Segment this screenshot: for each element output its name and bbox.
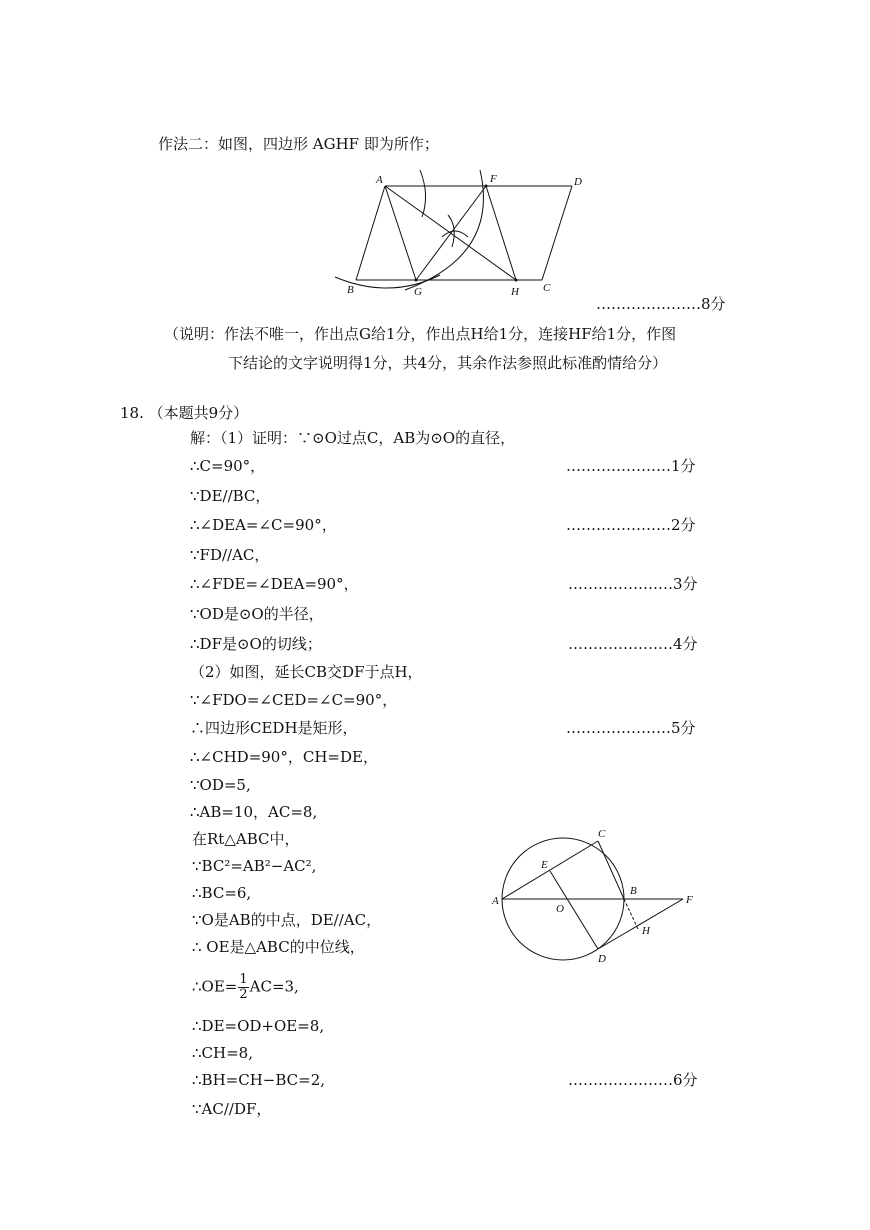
solution-line: ∵∠FDO=∠CED=∠C=90°， xyxy=(190,691,398,709)
solution-line: ∵BC²=AB²−AC², xyxy=(192,857,317,875)
label-E2: E xyxy=(541,859,548,871)
label-G: G xyxy=(414,286,422,298)
score-5: …………………5分 xyxy=(566,719,696,737)
circle-figure xyxy=(488,826,703,971)
solution-line: ∵FD//AC， xyxy=(190,546,270,564)
solution-line: ∵OD是⊙O的半径， xyxy=(190,605,324,623)
frac-num: 1 xyxy=(239,972,248,987)
dashed-BH xyxy=(624,899,638,929)
q18-header: 18. （本题共9分） xyxy=(120,404,249,422)
label-B2: B xyxy=(630,885,637,897)
label-H2: H xyxy=(642,925,650,937)
segment-GF xyxy=(416,186,486,280)
side-CD xyxy=(542,186,572,280)
fraction-one-half xyxy=(238,973,248,1002)
label-H: H xyxy=(511,286,519,298)
note-line-2: 下结论的文字说明得1分，共4分，其余作法参照此标准酌情给分） xyxy=(228,354,668,372)
solution-line: ∵AC//DF， xyxy=(192,1100,272,1118)
arc-upper-small xyxy=(420,170,426,217)
method2-text: 作法二：如图，四边形 AGHF 即为所作； xyxy=(158,135,439,153)
side-AB xyxy=(356,186,385,280)
solution-line: ∴∠FDE=∠DEA=90°， xyxy=(190,575,359,593)
score-8: …………………8分 xyxy=(596,295,726,313)
solution-line: ∴DE=OD+OE=8, xyxy=(192,1017,325,1035)
solution-line: ∵DE//BC， xyxy=(190,487,271,505)
label-O2: O xyxy=(556,903,564,915)
label-A: A xyxy=(376,174,383,186)
chord-CB xyxy=(598,841,624,899)
solution-line: ∵OD=5, xyxy=(190,776,251,794)
label-D: D xyxy=(574,176,582,188)
solution-line: ∴ OE是△ABC的中位线， xyxy=(192,938,365,956)
segment-AG xyxy=(385,186,416,280)
solution-line: ∵O是AB的中点，DE//AC， xyxy=(192,911,382,929)
label-C: C xyxy=(543,282,551,294)
solution-line: ∴∠DEA=∠C=90°， xyxy=(190,516,337,534)
solution-line: ∴AB=10，AC=8, xyxy=(190,803,318,821)
solution-line: 解：（1）证明：∵⊙O过点C，AB为⊙O的直径， xyxy=(190,429,516,447)
arc-large xyxy=(405,170,483,290)
solution-line: ∴BC=6, xyxy=(192,884,252,902)
label-A2: A xyxy=(492,895,499,907)
frac-den: 2 xyxy=(239,987,248,1002)
label-B: B xyxy=(347,284,354,296)
segment-DF xyxy=(598,899,683,949)
solution-line: 在Rt△ABC中， xyxy=(192,830,300,848)
label-F2: F xyxy=(686,894,693,906)
label-F: F xyxy=(490,173,497,185)
solution-line: （2）如图，延长CB交DF于点H， xyxy=(190,663,423,681)
solution-line: ∴CH=8, xyxy=(192,1044,253,1062)
chord-AC xyxy=(502,841,598,899)
score-1: …………………1分 xyxy=(566,457,696,475)
solution-line: ∴BH=CH−BC=2, xyxy=(192,1071,326,1089)
solution-line: ∴∠CHD=90°，CH=DE， xyxy=(190,748,378,766)
oe-suffix: AC=3, xyxy=(249,977,299,996)
score-4: …………………4分 xyxy=(568,635,698,653)
label-C2: C xyxy=(598,828,606,840)
solution-line: ∴DF是⊙O的切线； xyxy=(190,635,322,653)
segment-HF xyxy=(486,186,516,280)
label-D2: D xyxy=(598,953,606,965)
solution-line-fraction xyxy=(192,973,299,1002)
solution-line: ∴四边形CEDH是矩形， xyxy=(190,719,358,737)
score-3: …………………3分 xyxy=(568,575,698,593)
construction-figure xyxy=(330,165,590,300)
note-line-1: （说明：作法不唯一，作出点G给1分，作出点H给1分，连接HF给1分，作图 xyxy=(164,325,677,343)
score-6: …………………6分 xyxy=(568,1071,698,1089)
oe-prefix: ∴OE= xyxy=(192,977,238,996)
score-2: …………………2分 xyxy=(566,516,696,534)
solution-line: ∴C=90°， xyxy=(190,457,266,475)
